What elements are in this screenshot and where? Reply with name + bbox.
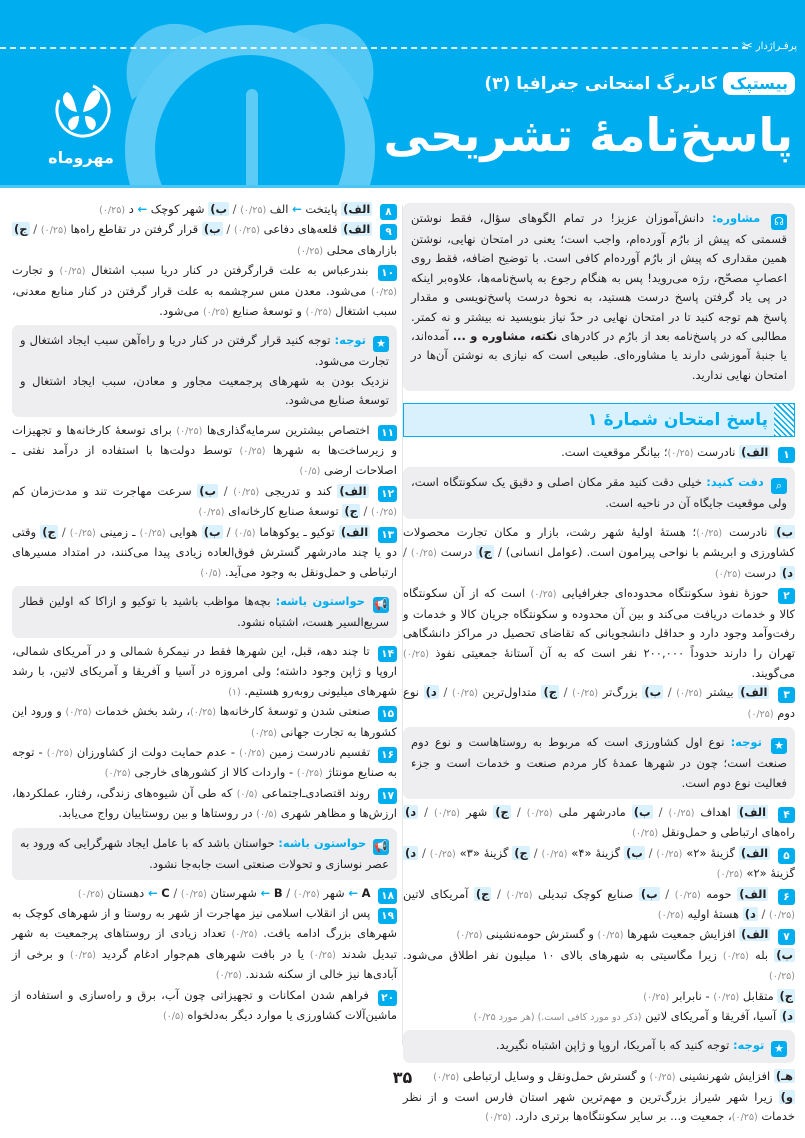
score: (۰/۲۵) bbox=[104, 768, 131, 780]
note-box bbox=[403, 727, 795, 799]
score: (۰/۲۵) bbox=[46, 747, 73, 759]
option-label: د) bbox=[781, 1009, 793, 1023]
score: (۰/۲۵) bbox=[410, 548, 437, 560]
answer-text: صنعتی شدن و توسعهٔ کارخانه‌ها bbox=[216, 704, 375, 719]
answer-1 bbox=[403, 443, 795, 463]
score: (۰/۲۵) bbox=[731, 1112, 758, 1124]
score: (۰/۲۵) bbox=[77, 888, 104, 900]
answer-text: نادرست bbox=[722, 525, 775, 540]
question-number: ۱۸ bbox=[378, 888, 397, 904]
cut-label bbox=[742, 39, 797, 54]
score: (۰/۲۵) bbox=[296, 768, 323, 780]
answer-text: شهر کوچک bbox=[147, 202, 209, 216]
option-label: ب) bbox=[644, 685, 662, 700]
answer-text: راه‌های ارتباطی و حمل‌ونقل bbox=[658, 825, 795, 840]
option-label: د) bbox=[425, 685, 437, 700]
arrow-icon: ← bbox=[137, 202, 148, 216]
score: (۰/۵) bbox=[162, 1010, 184, 1022]
answer-text: و ورود این کشورها به تجارت جهانی bbox=[12, 704, 397, 739]
answer-text: تقسیم نادرست زمین bbox=[265, 744, 375, 759]
answer-text: دهستان bbox=[103, 885, 148, 900]
map-letter: B bbox=[273, 885, 283, 900]
answer-text: ؛ هستهٔ اولیهٔ شهر رشت، بازار و مکان تجارت محصولات کشاورزی و ابریشم با نواحی پیرامون است. (عوامل انسانی) / bbox=[403, 525, 795, 560]
answer-text: - نابرابر bbox=[669, 988, 714, 1003]
score: (۰/۲۵) bbox=[747, 708, 774, 720]
option-label: ب) bbox=[210, 202, 228, 216]
score: (۰/۵) bbox=[256, 809, 278, 821]
question-number: ۱۳ bbox=[378, 527, 397, 543]
answer-text: روند اقتصادی‌ـ‌اجتماعی bbox=[257, 785, 375, 800]
arrow-icon: ← bbox=[260, 885, 271, 900]
answer-17 bbox=[12, 784, 397, 825]
cut-line bbox=[0, 47, 748, 49]
score: (۰/۲۵) bbox=[668, 807, 695, 819]
score: (۰/۲۵) bbox=[139, 527, 166, 539]
score: (۰/۲۵) bbox=[40, 225, 67, 237]
score: (۰/۲۵) bbox=[597, 930, 624, 942]
answer-text: است که از آن سکونتگاه کالا و خدمات دریافت می‌کند و بین آن محدوده و سکونتگاه جریان کالا و خدمات و رفت‌وآمد وجود دارد و حداقل دانشجویانی که تقاضای تحصیل در مراکز دانشگاهی تهران را دارند حدوداً ۲۰۰,۰۰۰ نفر است که به آن آستانهٔ جمعیتی نفوذ bbox=[403, 586, 795, 660]
answer-text: نوع دوم bbox=[403, 685, 795, 720]
option-label: ب) bbox=[633, 804, 651, 819]
option-label: د) bbox=[744, 906, 756, 921]
option-label: ب) bbox=[640, 886, 658, 901]
answer-text: قرار گرفتن در تقاطع راه‌ها bbox=[66, 222, 202, 237]
option-label: د) bbox=[781, 565, 793, 580]
warning-box bbox=[12, 828, 397, 880]
answer-text: شهرستان bbox=[206, 885, 261, 900]
answer-text: وقتی دو یا چند مادرشهر گسترش فوق‌العاده زیادی پیدا می‌کنند، در امتداد مسیرهای ارتباطی و حمل‌ونقل به وجود می‌آید. bbox=[12, 524, 397, 579]
answer-text: د bbox=[125, 202, 138, 216]
answer-text: ، جمعیت و... بر سایر سکونتگاه‌ها برتری دارد. bbox=[511, 1109, 732, 1124]
megaphone-icon: 📢 bbox=[374, 597, 388, 611]
score: (۰/۲۵) bbox=[643, 991, 670, 1003]
option-label: الف) bbox=[343, 222, 371, 237]
answer-text: گزینهٔ «۲» bbox=[682, 845, 739, 860]
answer-13: ۱۳ الف) توکیو ـ یوکوهاما (۰/۵) / ب) هوایی (۰/۲۵) ـ زمینی (۰/۲۵) / ج) وقتی دو یا چند مادرشهر گسترش فوق‌العاده زیادی پیدا می‌کنند، در امتداد مسیرهای ارتباطی و حمل‌ونقل به وجود می‌آید. (۰/۵) bbox=[12, 524, 397, 579]
score: (۰/۲۵) bbox=[433, 1072, 460, 1084]
answer-text: - توجه به صنایع مونتاژ bbox=[12, 744, 397, 780]
score: (۱) bbox=[228, 686, 241, 698]
map-letter: A bbox=[361, 885, 371, 900]
answer-text: تا چند دهه، قبل، این شهرها فقط در نیمکرهٔ شمالی و در آمریکای شمالی، اروپا و ژاپن وجود داشته؛ ولی امروزه در آسیا و آفریقا و آمریکای لاتین، با رشد شهرهای میلیونی روبه‌رو هستیم. bbox=[12, 644, 397, 698]
score: (۰/۵) bbox=[234, 527, 256, 539]
answer-2 bbox=[403, 584, 795, 683]
score: (۰/۲۵) bbox=[70, 949, 96, 961]
question-number: ۱ bbox=[778, 447, 795, 463]
score: (ذکر دو مورد کافی است.) (هر مورد ۰/۲۵) bbox=[473, 1012, 642, 1023]
score: (۰/۲۵) bbox=[198, 507, 225, 519]
score: (۰/۲۵) bbox=[69, 527, 96, 539]
answer-15 bbox=[12, 702, 397, 743]
option-label: الف) bbox=[739, 886, 767, 901]
score: (۰/۲۵) bbox=[506, 889, 533, 901]
answer-text: افزایش جمعیت شهرها bbox=[623, 927, 740, 942]
answer-text: می‌گویند. bbox=[751, 665, 795, 680]
answer-text: و تجارت bbox=[12, 263, 60, 278]
question-number: ۱۰ bbox=[378, 265, 397, 281]
answer-6: ۶ الف) حومه (۰/۲۵) / ب) صنایع کوچک تبدیلی (۰/۲۵) / ج) آمریکای لاتین (۰/۲۵) / د) هستهٔ اولیه (۰/۲۵) bbox=[403, 886, 795, 921]
arrow-icon: ← bbox=[147, 885, 158, 900]
answer-text: آمریکای لاتین bbox=[403, 886, 474, 901]
score: (۰/۲۵) bbox=[716, 869, 743, 881]
answer-text: حومه bbox=[700, 886, 738, 901]
answer-text: برای توسعهٔ کارخانه‌ها و تجهیزات و زیرساخت‌ها به شهرها bbox=[12, 422, 397, 458]
answer-8: ۸ الف) پایتخت ← الف (۰/۲۵) / ب) شهر کوچک ← د (۰/۲۵) bbox=[12, 200, 397, 220]
brand-badge: بیستپک bbox=[723, 72, 795, 95]
note-box bbox=[403, 1030, 795, 1063]
option-label: الف) bbox=[340, 524, 369, 539]
score: (۰/۲۵) bbox=[239, 747, 266, 759]
score: (۰/۲۵) bbox=[190, 707, 217, 719]
answer-14 bbox=[12, 642, 397, 702]
score: (۰/۲۵) bbox=[676, 688, 703, 700]
option-label: ب) bbox=[199, 483, 217, 498]
tip-label: دقت کنید: bbox=[706, 474, 764, 489]
advice-box bbox=[403, 203, 795, 391]
answer-text: گزینهٔ «۲» bbox=[742, 866, 795, 881]
answer-7 bbox=[403, 925, 795, 945]
answer-text: می‌شود. bbox=[159, 304, 203, 319]
option-label: ج) bbox=[779, 988, 793, 1003]
option-label: ج) bbox=[543, 685, 557, 700]
option-label: ج) bbox=[514, 845, 528, 860]
question-number: ۳ bbox=[778, 687, 795, 703]
answer-text: ، رشد بخش خدمات bbox=[91, 704, 191, 719]
score: (۰/۲۵) bbox=[632, 828, 659, 840]
answer-text: بزرگ‌تر bbox=[598, 685, 643, 700]
option-label: ب) bbox=[625, 845, 643, 860]
score: (۰/۲۵) bbox=[176, 425, 203, 437]
answer-text: درست bbox=[436, 545, 477, 560]
score: (۰/۲۵) bbox=[530, 589, 557, 601]
answer-text: اختصاص بیشترین سرمایه‌گذاری‌ها bbox=[202, 422, 375, 437]
option-label: ج) bbox=[475, 886, 490, 901]
answer-text: بله bbox=[748, 947, 775, 962]
score: (۰/۲۵) bbox=[713, 991, 740, 1003]
star-icon: ★ bbox=[771, 1041, 787, 1057]
answer-text: متداول‌ترین bbox=[477, 685, 542, 700]
note-text: توجه کنید که با آمریکا، اروپا و ژاپن اشتباه نگیرید. bbox=[495, 1038, 733, 1053]
score: (۰/۲۵) bbox=[233, 225, 260, 237]
score: (۰/۲۵) bbox=[239, 446, 266, 458]
note-text: توجه کنید قرار گرفتن در کنار دریا و راه‌آهن سبب ایجاد اشتغال و تجارت می‌شود. bbox=[20, 333, 389, 369]
option-label: ج) bbox=[14, 222, 28, 237]
option-label: و) bbox=[780, 1089, 793, 1104]
option-label: ج) bbox=[495, 804, 509, 819]
score: (۰/۲۵) bbox=[240, 205, 267, 216]
answer-text: و گسترش حمل‌ونقل و وسایل ارتباطی bbox=[459, 1069, 650, 1084]
answer-text: گزینهٔ «۳» bbox=[455, 845, 513, 860]
score: (۰/۲۵) bbox=[65, 707, 92, 719]
score: (۰/۲۵) bbox=[371, 507, 397, 519]
answer-text: و توسعهٔ صنایع bbox=[228, 304, 306, 319]
answer-text: بازارهای محلی bbox=[323, 242, 397, 257]
answer-18: ۱۸ A ← شهر (۰/۲۵) / B ← شهرستان (۰/۲۵) / C ← دهستان (۰/۲۵) bbox=[12, 884, 397, 904]
answer-7b bbox=[403, 946, 795, 987]
question-number: ۱۱ bbox=[378, 425, 397, 441]
option-label: ج) bbox=[478, 545, 492, 560]
answer-text: قلعه‌های دفاعی bbox=[259, 222, 342, 237]
page-title: پاسخ‌نامهٔ تشریحی bbox=[383, 108, 793, 162]
advice-label: مشاوره: bbox=[711, 211, 761, 225]
answer-text: نادرست bbox=[693, 445, 740, 460]
score: (۰/۲۵) bbox=[215, 970, 242, 982]
answer-text: توکیو ـ یوکوهاما bbox=[255, 524, 339, 539]
answer-text: فراهم شدن امکانات و تجهیزاتی چون آب، برق و راه‌سازی و استفاده از ماشین‌آلات کشاورزی یا موارد دیگر به‌دلخواه bbox=[12, 987, 397, 1022]
option-label: د) bbox=[405, 804, 417, 819]
score: (۰/۲۵) bbox=[656, 848, 683, 860]
answer-text: متقابل bbox=[739, 988, 778, 1003]
arrow-icon: ← bbox=[292, 202, 302, 216]
advice-text-end: آمده‌اند، یا جنبهٔ آموزشی دارند یا مشاوره‌ای. طبیعی است که نیازی به نوشتن آن‌ها در امتحان نهایی ندارید. bbox=[411, 329, 787, 382]
question-number: ۴ bbox=[778, 807, 795, 823]
option-label: الف) bbox=[339, 483, 367, 498]
score: (۰/۲۵) bbox=[714, 568, 741, 580]
publisher-logo bbox=[36, 78, 126, 167]
question-number: ۱۴ bbox=[378, 646, 397, 662]
option-label: الف) bbox=[740, 845, 769, 860]
answer-text: که طی آن شیوه‌های زندگی، رفتار، عملکردها، ارزش‌ها و مظاهر شهری bbox=[12, 785, 397, 821]
answer-5: ۵ الف) گزینهٔ «۲» (۰/۲۵) / ب) گزینهٔ «۴» (۰/۲۵) / ج) گزینهٔ «۳» (۰/۲۵) / د) گزینهٔ «۲» (۰/۲۵) bbox=[405, 845, 795, 881]
arrow-icon: ← bbox=[348, 885, 358, 900]
answer-text: ؛ بیانگر موقعیت است. bbox=[561, 445, 668, 460]
option-label: الف) bbox=[738, 804, 767, 819]
option-label: ج) bbox=[42, 524, 56, 539]
answer-text: - عدم حمایت دولت از کشاورزان bbox=[72, 744, 240, 759]
note-box bbox=[12, 325, 397, 416]
score: (۰/۲۵) bbox=[297, 245, 324, 257]
answer-text: می‌شود. معدن مس سرچشمه به علت قرار گرفتن در کنار منابع معدنی، سبب اشتغال bbox=[12, 283, 397, 319]
note-label: توجه: bbox=[730, 735, 762, 750]
score: (۰/۲۵) bbox=[434, 807, 460, 819]
option-label: الف) bbox=[740, 685, 768, 700]
option-label: ب) bbox=[203, 222, 221, 237]
subtitle: کاربرگ امتحانی جغرافیا (۳) bbox=[484, 73, 717, 94]
score: (۰/۲۵) bbox=[769, 971, 795, 983]
answer-text: صنایع کوچک تبدیلی bbox=[532, 886, 639, 901]
answer-text: اهداف bbox=[694, 804, 737, 819]
option-label: ب) bbox=[203, 524, 221, 539]
answer-1-cont: ب) نادرست (۰/۲۵)؛ هستهٔ اولیهٔ شهر رشت، بازار و مکان تجارت محصولات کشاورزی و ابریشم با نواحی پیرامون است. (عوامل انسانی) / ج) درست (۰/۲۵) / د) درست (۰/۲۵) bbox=[403, 525, 795, 580]
score: (۰/۵) bbox=[236, 788, 258, 800]
answer-text: بندرعباس به علت قرارگرفتن در کنار دریا سبب اشتغال bbox=[85, 263, 375, 278]
answer-text: توسعهٔ صنایع کارخانه‌ای bbox=[224, 504, 343, 519]
score: (۰/۵) bbox=[200, 567, 222, 579]
answer-text: مادرشهر ملی bbox=[552, 804, 632, 819]
question-number: ۲ bbox=[778, 588, 795, 604]
score: (۰/۲۵) bbox=[180, 888, 207, 900]
score: (۰/۲۵) bbox=[541, 848, 568, 860]
answer-text: و برخی از آبادی‌ها نیز خالی از سکنه شدند. bbox=[12, 946, 397, 982]
note-text: نزدیک بودن به شهرهای پرجمعیت مجاور و معادن، سبب ایجاد اشتغال و توسعهٔ صنایع می‌شود. bbox=[20, 373, 389, 408]
answer-12: ۱۲ الف) کند و تدریجی (۰/۲۵) / ب) سرعت مهاجرت تند و مدت‌زمان کم (۰/۲۵) / ج) توسعهٔ صنایع کارخانه‌ای (۰/۲۵) bbox=[12, 483, 397, 519]
answer-text: حوزهٔ نفوذ سکونتگاه محدوده‌ای جغرافیایی bbox=[556, 586, 774, 601]
question-number: ۱۹ bbox=[378, 908, 397, 924]
headset-icon: ☊ bbox=[771, 214, 787, 230]
score: (۰/۲۵) bbox=[99, 205, 126, 216]
answer-4: ۴ الف) اهداف (۰/۲۵) / ب) مادرشهر ملی (۰/۲۵) / ج) شهر (۰/۲۵) / د) راه‌های ارتباطی و حمل‌ونقل (۰/۲۵) bbox=[405, 804, 795, 840]
score: (۰/۲۵) bbox=[233, 486, 260, 498]
question-number: ۸ bbox=[380, 204, 397, 220]
note-label: توجه: bbox=[732, 1038, 765, 1053]
warning-box bbox=[12, 586, 397, 638]
hatch-decoration bbox=[774, 404, 794, 436]
answer-19 bbox=[12, 904, 397, 985]
answer-text: درست bbox=[740, 565, 780, 580]
page-header bbox=[0, 0, 805, 188]
question-number: ۱۵ bbox=[378, 706, 397, 722]
right-column bbox=[403, 200, 795, 1128]
answer-text: و گسترش حومه‌نشینی bbox=[482, 927, 598, 942]
score: (۰/۲۵) bbox=[572, 688, 599, 700]
score: (۰/۲۵) bbox=[309, 949, 336, 961]
score: (۰/۲۵) bbox=[293, 888, 320, 900]
section-header bbox=[403, 403, 795, 437]
score: (۰/۲۵) bbox=[696, 528, 723, 540]
tip-text: خیلی دقت کنید مقر مکان اصلی و دقیق یک سکونتگاه است، ولی موقعیت جایگاه آن در ناحیه است. bbox=[411, 474, 787, 510]
answer-text: یا در بافت شهرهای هم‌جوار ادغام گردید bbox=[95, 946, 310, 961]
score: (۰/۲۵) bbox=[674, 889, 701, 901]
left-column bbox=[12, 200, 397, 1026]
score: (۰/۲۵) bbox=[451, 688, 478, 700]
answer-text: شهر bbox=[460, 804, 494, 819]
answer-9: ۹ الف) قلعه‌های دفاعی (۰/۲۵) / ب) قرار گرفتن در تقاطع راه‌ها (۰/۲۵) / ج) بازارهای محلی (۰/۲۵) bbox=[14, 222, 397, 257]
answer-7d bbox=[403, 1007, 795, 1027]
answer-text: سرعت مهاجرت تند و مدت‌زمان کم bbox=[12, 483, 198, 498]
score: (۰/۲۵) bbox=[769, 909, 795, 921]
answer-text: تعداد زیادی از روستاهای پرجمعیت به شهر تبدیل شدند bbox=[12, 926, 397, 961]
answer-11 bbox=[12, 421, 397, 482]
question-number: ۷ bbox=[778, 929, 795, 945]
page-number: ۳۵ bbox=[392, 1068, 413, 1087]
score: (۰/۲۵) bbox=[657, 909, 684, 921]
answer-text: کند و تدریجی bbox=[259, 483, 338, 498]
magnifier-icon: ⌕ bbox=[771, 478, 787, 494]
answer-text: گزینهٔ «۴» bbox=[567, 845, 624, 860]
answer-text: هوایی bbox=[165, 524, 202, 539]
question-number: ۹ bbox=[380, 224, 397, 240]
answer-7c bbox=[403, 987, 795, 1007]
question-number: ۲۰ bbox=[378, 990, 397, 1006]
cut-label-text: پرفـراژدار bbox=[755, 41, 797, 52]
score: (۰/۲۵) bbox=[202, 307, 229, 319]
score: (۰/۲۵) bbox=[722, 950, 749, 962]
warning-text: حواستان باشد که با عامل ایجاد شهرگرایی که ورود به عصر نوسازی و تحولات صنعتی است جابه‌جا نشود. bbox=[20, 835, 389, 871]
butterfly-icon bbox=[49, 78, 113, 142]
megaphone-icon: 📢 bbox=[374, 839, 388, 853]
score: (۰/۲۵) bbox=[429, 848, 456, 860]
option-label: ج) bbox=[344, 504, 358, 519]
answer-text: شهر bbox=[319, 885, 349, 900]
score: (۰/۲۵) bbox=[526, 807, 553, 819]
subtitle-row bbox=[484, 72, 795, 95]
question-number: ۶ bbox=[778, 889, 795, 905]
score: (۰/۲۵) bbox=[485, 1112, 512, 1124]
option-label: ب) bbox=[776, 525, 793, 540]
score: (۰/۵) bbox=[299, 466, 321, 478]
option-label: هـ) bbox=[775, 1069, 793, 1084]
question-number: ۵ bbox=[778, 848, 795, 864]
answer-20 bbox=[12, 986, 397, 1026]
answer-text: آسیا، آفریقا و آمریکای لاتین bbox=[641, 1009, 780, 1023]
answer-7f bbox=[403, 1088, 795, 1128]
advice-bold: نکته، مشاوره و ... bbox=[452, 329, 558, 344]
answer-text: در روستاها و بین روستاییان رواج می‌یابد. bbox=[58, 806, 257, 821]
note-label: توجه: bbox=[334, 333, 366, 348]
map-letter: C bbox=[161, 885, 170, 900]
answer-text: پس از انقلاب اسلامی نیز مهاجرت از شهر به روستا و از شهرهای کوچک به شهرهای بزرگ ادامه یافت. bbox=[12, 906, 397, 941]
answer-text: هستهٔ اولیه bbox=[683, 906, 743, 921]
warning-label: حواستون باشه: bbox=[278, 835, 367, 850]
answer-text: بیشتر bbox=[702, 685, 739, 700]
score: (۰/۲۵) bbox=[371, 286, 397, 298]
option-label: ب) bbox=[776, 947, 794, 962]
answer-16 bbox=[12, 743, 397, 784]
logo-text: مهروماه bbox=[48, 148, 114, 167]
question-number: ۱۷ bbox=[378, 788, 397, 804]
answer-text: ـ زمینی bbox=[95, 524, 140, 539]
score: (۰/۲۵) bbox=[305, 307, 332, 319]
option-label: الف) bbox=[343, 202, 371, 216]
answer-3: ۳ الف) بیشتر (۰/۲۵) / ب) بزرگ‌تر (۰/۲۵) / ج) متداول‌ترین (۰/۲۵) / د) نوع دوم (۰/۲۵) bbox=[403, 685, 795, 720]
section-title: پاسخ امتحان شمارهٔ ۱ bbox=[587, 409, 768, 430]
answer-10 bbox=[12, 261, 397, 322]
answer-text: زیرا شهر شیراز بزرگ‌ترین و مهم‌ترین شهر استان فارس است و از نظر خدمات bbox=[403, 1089, 795, 1124]
option-label: الف) bbox=[741, 927, 769, 942]
score: (۰/۲۵) bbox=[456, 930, 483, 942]
answer-text: زیرا مگاسیتی به شهرهای بالای ۱۰ میلیون نفر اطلاق می‌شود. bbox=[403, 947, 723, 962]
star-icon: ★ bbox=[771, 738, 787, 754]
score: (۰/۲۵) bbox=[667, 448, 694, 460]
answer-text: - واردات کالا از کشورهای خارجی bbox=[130, 765, 297, 780]
score: (۰/۲۵) bbox=[403, 648, 429, 660]
score: (۰/۲۵) bbox=[231, 929, 258, 941]
score: (۰/۲۵) bbox=[59, 266, 86, 278]
answer-text: افزایش شهرنشینی bbox=[675, 1069, 774, 1084]
answer-text: پایتخت bbox=[301, 202, 342, 216]
note-text: نوع اول کشاورزی است که مربوط به روستاهاست و نوع دوم صنعت است؛ چون در شهرها عمدهٔ کار مردم صنعت و خدمات است و جزء فعالیت نوع دوم است. bbox=[411, 735, 787, 790]
star-icon: ★ bbox=[373, 336, 389, 352]
question-number: ۱۶ bbox=[378, 747, 397, 763]
tip-box bbox=[403, 467, 795, 519]
score: (۰/۲۵) bbox=[649, 1072, 676, 1084]
option-label: الف) bbox=[741, 445, 769, 460]
option-label: د) bbox=[405, 845, 417, 860]
answer-text: توسط دولت‌ها با استفاده از درآمد نفتی ـ اصلاحات ارضی bbox=[12, 443, 397, 478]
warning-text: بچه‌ها مواظب باشید با توکیو و ازاکا که اولین قطار سریع‌السیر هست، اشتباه نشود. bbox=[20, 593, 389, 629]
question-number: ۱۲ bbox=[378, 486, 397, 502]
scissors-icon: ✂ bbox=[741, 39, 753, 54]
warning-label: حواستون باشه: bbox=[275, 593, 365, 608]
answer-text: الف bbox=[266, 202, 293, 216]
score: (۰/۲۵) bbox=[251, 727, 277, 739]
advice-text: دانش‌آموزان عزیز! در تمام الگوهای سؤال، فقط نوشتن قسمتی که پیش از بارُم آورده‌ام، واجب است؛ یعنی در امتحان نهایی، نوشتن همین مقداری که پیش از بارُم آورده‌ام کافی است. با توضیح اضافه، فقط روی اعصابِ مصحّح، رژه می‌روید! پس به هنگام رجوع به پاسخ‌نامه‌ها، علاوه‌بر اینکه در پی یاد گرفتن پاسخ درست هستید، به نحوهٔ درست پاسخ‌نویسی و مقدار پاسخ هم توجه کنید تا در امتحان نهایی در حدّ نیاز بنویسید نه بیشتر و نه کمتر. مطالبی که در پاسخ‌نامه بعد از بارُم در کادرهای bbox=[411, 211, 787, 344]
